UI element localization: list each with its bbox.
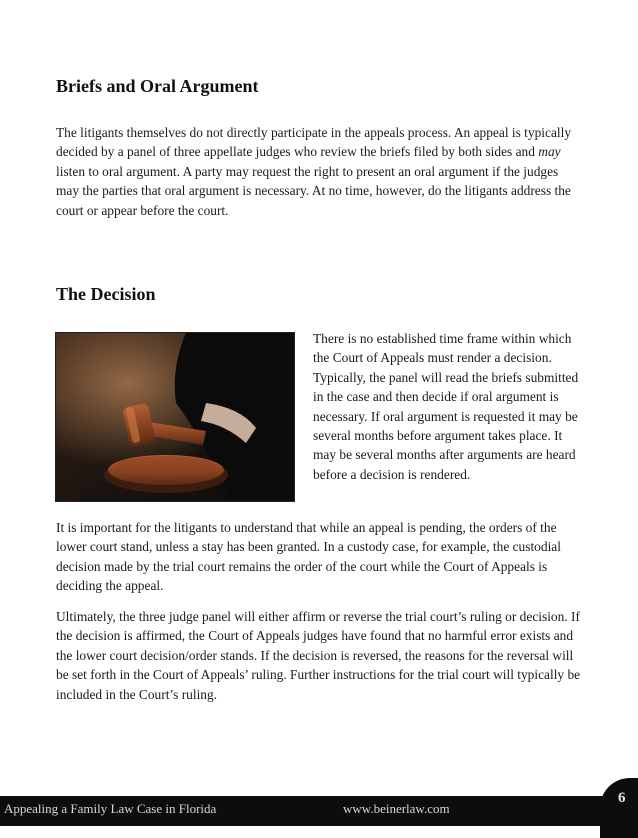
briefs-text-part-2: listen to oral argument. A party may request the right to present an oral argument if the judges may the parties that oral argument is necessary. At no time, however, do the litigants address the court or appear before the court. xyxy=(56,163,571,218)
gavel-illustration xyxy=(56,333,295,502)
ruling-paragraph: Ultimately, the three judge panel will either affirm or reverse the trial court’s ruling or decision. If the decision is affirmed, the Court of Appeals judges have found that no harmful error exists and the lower court decision/order stands. If the decision is reversed, the reasons for the reversal will be set forth in the Court of Appeals’ ruling. Further instructions for the trial court will typically be included in the Court’s ruling. xyxy=(56,609,581,702)
section-heading-decision: The Decision xyxy=(56,284,156,304)
page-number: 6 xyxy=(618,790,626,806)
page-number-tab xyxy=(600,778,638,838)
gavel-photo xyxy=(55,332,295,502)
footer-document-title: Appealing a Family Law Case in Florida xyxy=(4,801,217,816)
briefs-text-emphasis: may xyxy=(538,144,561,160)
footer-website-link[interactable]: www.beinerlaw.com xyxy=(343,801,450,816)
decision-side-paragraph: There is no established time frame within which the Court of Appeals must render a decision. Typically, the panel will read the briefs submitted in the case and then decide if oral argument is necessary. If oral argument is requested it may be several months before argument takes place. It may be several months after arguments are heard before a decision is rendered. xyxy=(313,331,579,482)
briefs-paragraph xyxy=(56,123,576,220)
pending-appeal-paragraph: It is important for the litigants to understand that while an appeal is pending, the orders of the lower court stand, unless a stay has been granted. In a custody case, for example, the custodial decision made by the trial court remains the order of the court while the Court of Appeals is deciding the appeal. xyxy=(56,520,561,594)
section-heading-briefs: Briefs and Oral Argument xyxy=(56,76,259,96)
briefs-text-part-1: The litigants themselves do not directly participate in the appeals process. An appeal is typically decided by a panel of three appellate judges who review the briefs filed by both sides and xyxy=(56,125,572,160)
